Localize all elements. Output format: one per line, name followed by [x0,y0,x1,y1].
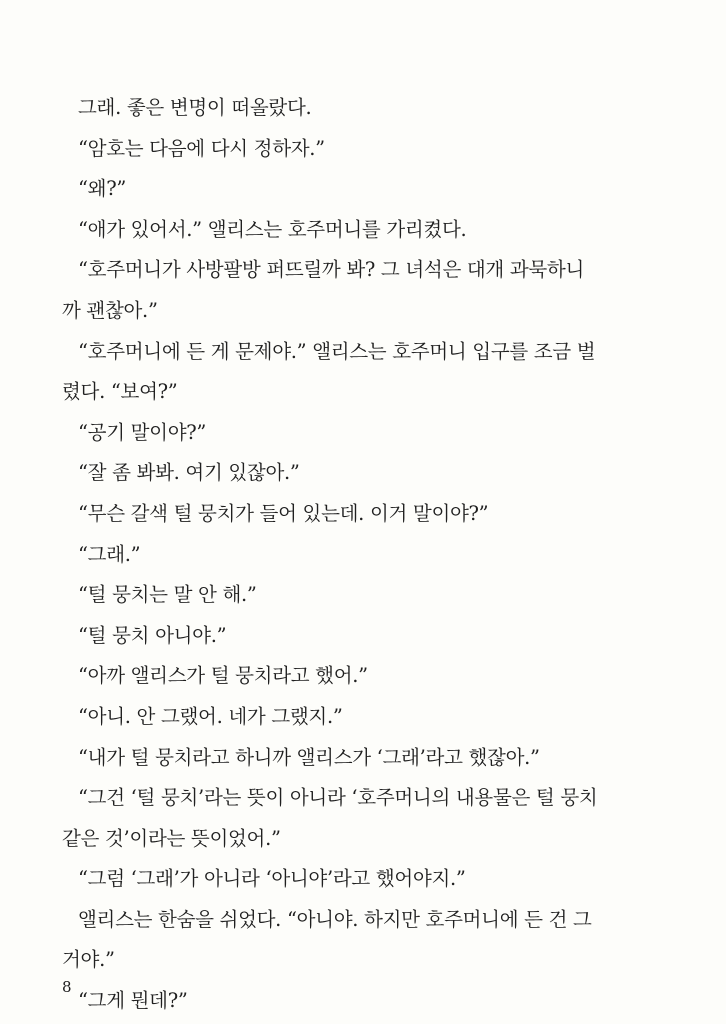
paragraph [62,575,640,616]
body-text [62,88,640,1022]
text-line: “아까 앨리스가 털 뭉치라고 했어.” [78,664,368,688]
text-line: “공기 말이야?” [78,420,207,444]
paragraph [62,981,640,1022]
text-line: “그게 뭔데?” [78,989,188,1013]
text-line: “그건 ‘털 뭉치’라는 뜻이 아니라 ‘호주머니의 내용물은 털 뭉치 [78,786,598,810]
text-line: “그래.” [78,542,141,566]
paragraph [62,250,640,331]
text-line: “털 뭉치는 말 안 해.” [78,583,257,607]
text-line: “내가 털 뭉치라고 하니까 앨리스가 ‘그래’라고 했잖아.” [78,745,540,769]
paragraph [62,453,640,494]
paragraph [62,535,640,576]
text-line: “아니. 안 그랬어. 네가 그랬지.” [78,704,343,728]
text-line: “호주머니에 든 게 문제야.” 앨리스는 호주머니 입구를 조금 벌 [78,339,596,363]
paragraph [62,900,640,981]
text-line: “무슨 갈색 털 뭉치가 들어 있는데. 이거 말이야?” [78,501,489,525]
text-line: “그럼 ‘그래’가 아니라 ‘아니야’라고 했어야지.” [78,867,466,891]
text-line: “왜?” [78,177,127,201]
text-line: 그래. 좋은 변명이 떠올랐다. [78,96,312,119]
text-line: 같은 것’이라는 뜻이었어.” [62,826,281,850]
text-line: 앨리스는 한숨을 쉬었다. “아니야. 하지만 호주머니에 든 건 그 [78,907,592,931]
paragraph [62,616,640,657]
paragraph [62,88,640,129]
text-line: 거야.” [62,948,115,972]
paragraph [62,859,640,900]
paragraph [62,129,640,170]
paragraph [62,210,640,251]
paragraph [62,332,640,413]
paragraph [62,169,640,210]
text-line: “암호는 다음에 다시 정하자.” [78,136,325,160]
text-line: “털 뭉치 아니야.” [78,623,227,647]
paragraph [62,738,640,779]
paragraph [62,697,640,738]
paragraph [62,778,640,859]
paragraph [62,656,640,697]
text-line: “호주머니가 사방팔방 퍼뜨릴까 봐? 그 녀석은 대개 과묵하니 [78,258,585,282]
page-number: 8 [62,978,72,996]
paragraph [62,413,640,454]
text-line: “잘 좀 봐봐. 여기 있잖아.” [78,461,300,485]
paragraph [62,494,640,535]
text-line: “애가 있어서.” 앨리스는 호주머니를 가리켰다. [78,217,467,241]
text-line: 렸다. “보여?” [62,380,178,404]
text-line: 까 괜찮아.” [62,298,158,322]
